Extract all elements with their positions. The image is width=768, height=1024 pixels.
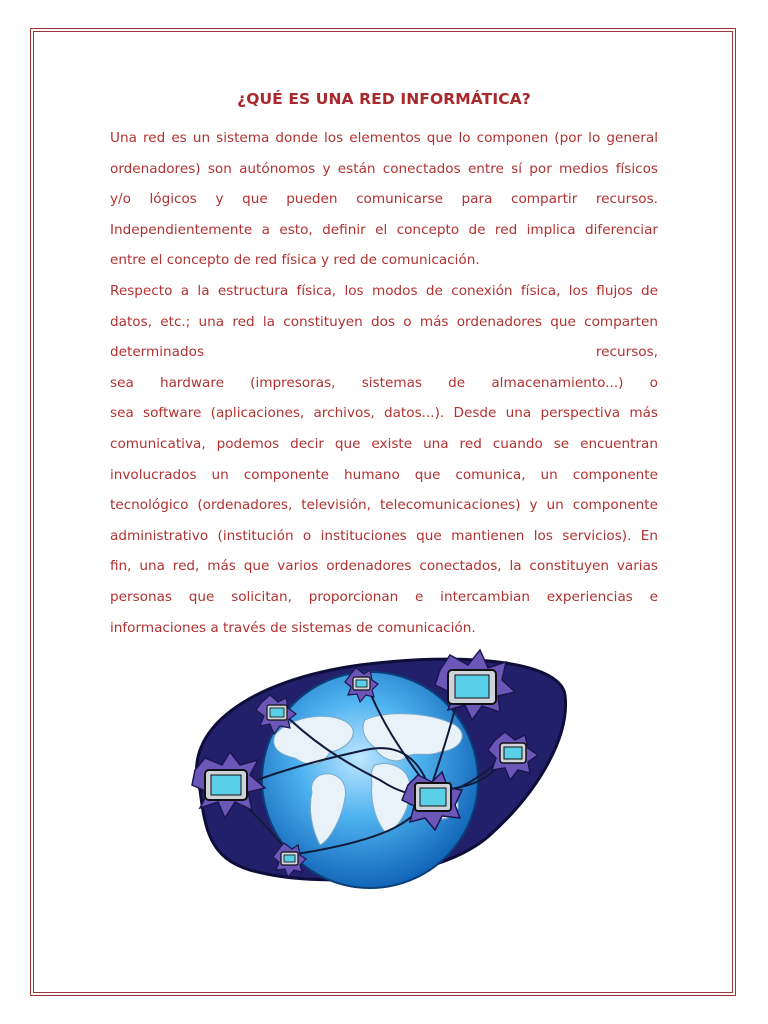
text-line: involucrados un componente humano que comunica, un componente [110, 466, 658, 483]
globe-network-icon [170, 640, 570, 890]
body-paragraphs [110, 123, 658, 643]
text-line: Independientemente a esto, definir el concepto de red implica diferenciar [110, 221, 658, 238]
globe-network-illustration [170, 640, 570, 890]
text-line: Respecto a la estructura física, los modos de conexión física, los flujos de [110, 282, 658, 299]
text-line: entre el concepto de red física y red de comunicación. [110, 252, 480, 269]
text-line: informaciones a través de sistemas de comunicación. [110, 619, 476, 636]
text-line: sea software (aplicaciones, archivos, datos...). Desde una perspectiva más [110, 405, 658, 422]
text-line: personas que solicitan, proporcionan e intercambian experiencias e [110, 588, 658, 605]
text-line: determinados recursos, [110, 344, 658, 361]
text-line: Una red es un sistema donde los elementos que lo componen (por lo general [110, 130, 658, 146]
text-line: sea hardware (impresoras, sistemas de almacenamiento...) o [110, 374, 658, 391]
text-line: datos, etc.; una red la constituyen dos o más ordenadores que comparten [110, 313, 658, 330]
text-line: tecnológico (ordenadores, televisión, telecomunicaciones) y un componente [110, 497, 658, 514]
text-line: administrativo (institución o instituciones que mantienen los servicios). En [110, 527, 658, 544]
text-line: fin, una red, más que varios ordenadores conectados, la constituyen varias [110, 558, 658, 575]
page-title: ¿QUÉ ES UNA RED INFORMÁTICA? [237, 90, 531, 108]
text-line: y/o lógicos y que pueden comunicarse para compartir recursos. [110, 191, 658, 208]
text-line: comunicativa, podemos decir que existe una red cuando se encuentran [110, 435, 658, 452]
text-line: ordenadores) son autónomos y están conectados entre sí por medios físicos [110, 160, 658, 177]
